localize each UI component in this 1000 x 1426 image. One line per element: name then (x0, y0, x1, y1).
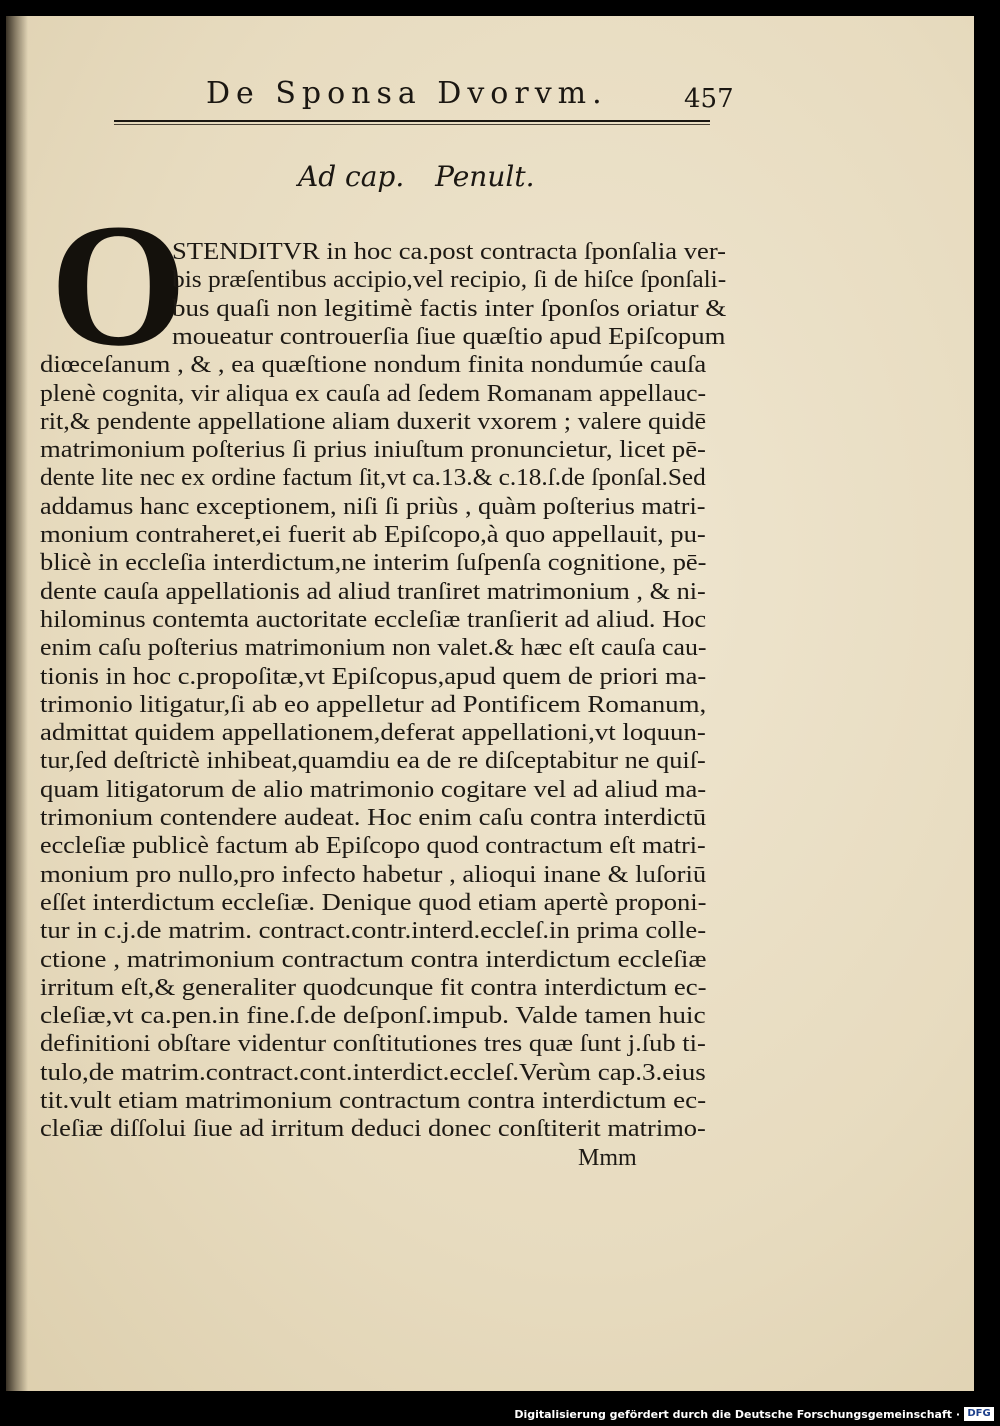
page-gutter-shadow (6, 16, 28, 1391)
body-line: blicè in eccleſia interdictum,ne interim ſuſpenſa cognitione, pē- (40, 550, 707, 577)
body-line: irritum eſt,& generaliter quodcunque fit contra interdictum ec- (40, 974, 707, 1001)
body-line: quam litigatorum de alio matrimonio cogitare vel ad aliud ma- (40, 776, 707, 803)
body-line: ctione , matrimonium contractum contra interdictum eccleſiæ (40, 946, 707, 973)
body-line: dente lite nec ex ordine factum ſit,vt ca.13.& c.18.ſ.de ſponſal.Sed (40, 465, 706, 492)
header-rule-thin (114, 124, 710, 125)
body-line: cleſiæ,vt ca.pen.in fine.ſ.de deſponſ.impub. Valde tamen huic (40, 1003, 706, 1030)
body-line: cleſiæ diſſolui ſiue ad irritum deduci donec conſtiterit matrimo- (40, 1116, 706, 1143)
body-line: monium pro nullo,pro infecto habetur , alioqui inane & luſoriū (40, 861, 707, 888)
page-number: 457 (684, 84, 734, 114)
body-line: trimonio litigatur,ſi ab eo appelletur ad Pontificem Romanum, (40, 691, 707, 718)
header-rule (114, 120, 710, 122)
body-line: tionis in hoc c.propoſitæ,vt Epiſcopus,apud quem de priori ma- (40, 663, 707, 690)
body-line: tulo,de matrim.contract.cont.interdict.eccleſ.Verùm cap.3.eius (40, 1059, 706, 1086)
body-line: admittat quidem appellationem,deferat appellationi,vt loquun- (40, 720, 706, 747)
catchword: Mmm (578, 1145, 637, 1171)
body-line: definitioni obſtare videntur conſtitutiones tres quæ ſunt j.ſub ti- (40, 1031, 706, 1058)
body-line: enim caſu poſterius matrimonium non valet.& hæc eſt cauſa cau- (40, 635, 707, 662)
body-line: monium contraheret,ei fuerit ab Epiſcopo,à quo appellauit, pu- (40, 522, 706, 548)
body-line: plenè cognita, vir aliqua ex cauſa ad ſedem Romanam appellauc- (40, 380, 707, 407)
body-line: STENDITVR in hoc ca.post contracta ſponſalia ver- (172, 239, 727, 265)
body-line: addamus hanc exceptionem, niſi ſi priùs , quàm poſterius matri- (40, 493, 706, 520)
body-line: tur in c.j.de matrim. contract.contr.interd.eccleſ.in prima colle- (40, 918, 707, 945)
body-line: moueatur controuerſia ſiue quæſtio apud Epiſcopum (172, 323, 726, 350)
drop-cap-initial: O (50, 188, 187, 383)
body-line: rit,& pendente appellatione aliam duxerit vxorem ; valere quidē (40, 408, 707, 435)
body-line: eccleſiæ publicè factum ab Epiſcopo quod contractum eſt matri- (40, 833, 706, 860)
body-line: hilominus contemta auctoritate eccleſiæ tranſierit ad aliud. Hoc (40, 606, 707, 633)
body-line: bus quaſi non legitimè factis inter ſponſos oriatur & (172, 295, 727, 322)
running-head: De Sponsa Dvorvm. (206, 76, 608, 111)
body-line: matrimonium poſterius ſi prius iniuſtum pronuncietur, licet pē- (40, 437, 706, 464)
body-line: dente cauſa appellationis ad aliud tranſiret matrimonium , & ni- (40, 578, 706, 605)
body-line: diœceſanum , & , ea quæſtione nondum finita nondumúe cauſa (40, 352, 707, 379)
body-line: tit.vult etiam matrimonium contractum contra interdictum ec- (40, 1088, 707, 1114)
section-heading-part2: Penult. (435, 160, 535, 193)
section-heading (298, 160, 534, 193)
body-line: eſſet interdictum eccleſiæ. Denique quod etiam apertè proponi- (40, 889, 707, 916)
dfg-logo: DFG (964, 1407, 994, 1421)
body-line: trimonium contendere audeat. Hoc enim caſu contra interdictū (40, 805, 707, 831)
digitization-credit: Digitalisierung gefördert durch die Deutsche Forschungsgemeinschaft · (514, 1408, 960, 1421)
section-heading-part1: Ad cap. (298, 160, 405, 193)
body-line: bis præſentibus accipio,vel recipio, ſi de hiſce ſponſali- (172, 267, 727, 294)
body-line: tur,ſed deſtrictè inhibeat,quamdiu ea de re diſceptabitur ne quiſ- (40, 748, 706, 775)
